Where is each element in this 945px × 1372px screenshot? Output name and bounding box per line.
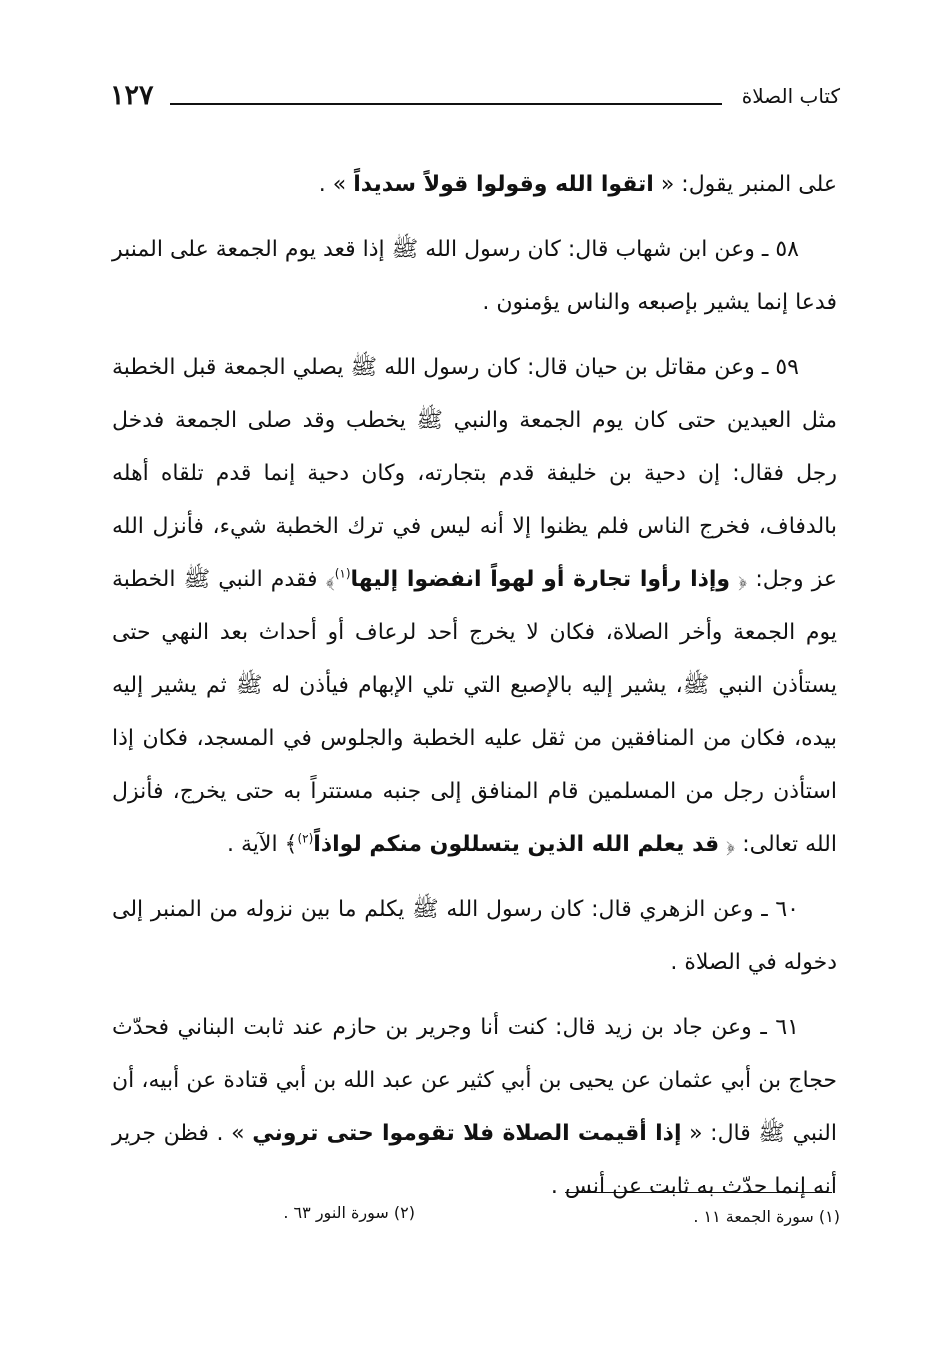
footnote-1: (١) سورة الجمعة ١١ . [693,1207,840,1226]
footnote-rule [565,1192,832,1193]
quran-verse-2: قد يعلم الله الذين يتسللون منكم لواذاً [313,832,720,857]
footnotes [140,1203,840,1243]
hadith-59: ٥٩ ـ وعن مقاتل بن حيان قال: كان رسول الله ﷺ يصلي الجمعة قبل الخطبة مثل العيدين حتى كان يوم الجمعة والنبي ﷺ يخطب وقد صلى الجمعة فدخل رجل فقال: إن دحية بن خليفة قدم بتجارته، وكان دحية إنما قدم تلقاه أهله بالدفاف، فخرج الناس فلم يظنوا إلا أنه ليس في ترك الخطبة شيء، فأنزل الله عز وجل: ﴿ وإذا رأوا تجارة أو لهواً انفضوا إليها$^{(١)}$﴾ فقدم النبي ﷺ الخطبة يوم الجمعة وأخر الصلاة، فكان لا يخرج أحد لرعاف أو أحداث بعد النهي حتى يستأذن النبي ﷺ، يشير إليه بالإصبع التي تلي الإبهام فيأذن له ﷺ ثم يشير إليه بيده، فكان من المنافقين من ثقل عليه الخطبة والجلوس في المسجد، فكان إذا استأذن رجل من المسلمين قام المنافق إلى جنبه مستتراً به حتى يخرج، فأنزل الله تعالى: ﴿ قد يعلم الله الذين يتسللون منكم لواذاً$^{(٢)}$﴾ الآية . [112,355,837,857]
footnote-2: (٢) سورة النور ٦٣ . [283,1203,415,1222]
hadith-58: ٥٨ ـ وعن ابن شهاب قال: كان رسول الله ﷺ إذا قعد يوم الجمعة على المنبر فدعا إنما يشير بإصبعه والناس يؤمنون . [112,237,837,315]
hadith-quote-bold: إذا أقيمت الصلاة فلا تقوموا حتى تروني [252,1121,682,1146]
footnote-ref-1: (١) [334,566,351,581]
quote-bold: اتقوا الله وقولوا قولاً سديداً [353,172,654,197]
page-number: ١٢٧ [110,80,154,111]
book-title: كتاب الصلاة [741,84,840,108]
page-header [110,78,840,118]
page-body [112,158,837,1225]
hadith-61: ٦١ ـ وعن جاد بن زيد قال: كنت أنا وجرير بن حازم عند ثابت البناني فحدّث حجاج بن أبي عثمان عن يحيى بن أبي كثير عن عبد الله بن أبي قتادة عن أبيه، أن النبي ﷺ قال: « إذا أقيمت الصلاة فلا تقوموا حتى تروني » . فظن جرير أنه إنما حدّث به ثابت عن أنس . [112,1015,837,1199]
hadith-60: ٦٠ ـ وعن الزهري قال: كان رسول الله ﷺ يكلم ما بين نزوله من المنبر إلى دخوله في الصلاة . [112,897,837,975]
header-rule [170,103,722,105]
paragraph-continuation: على المنبر يقول: « اتقوا الله وقولوا قولاً سديداً » . [318,172,837,197]
quran-verse-1: وإذا رأوا تجارة أو لهواً انفضوا إليها [350,567,731,592]
footnote-ref-2: (٢) [297,831,314,846]
